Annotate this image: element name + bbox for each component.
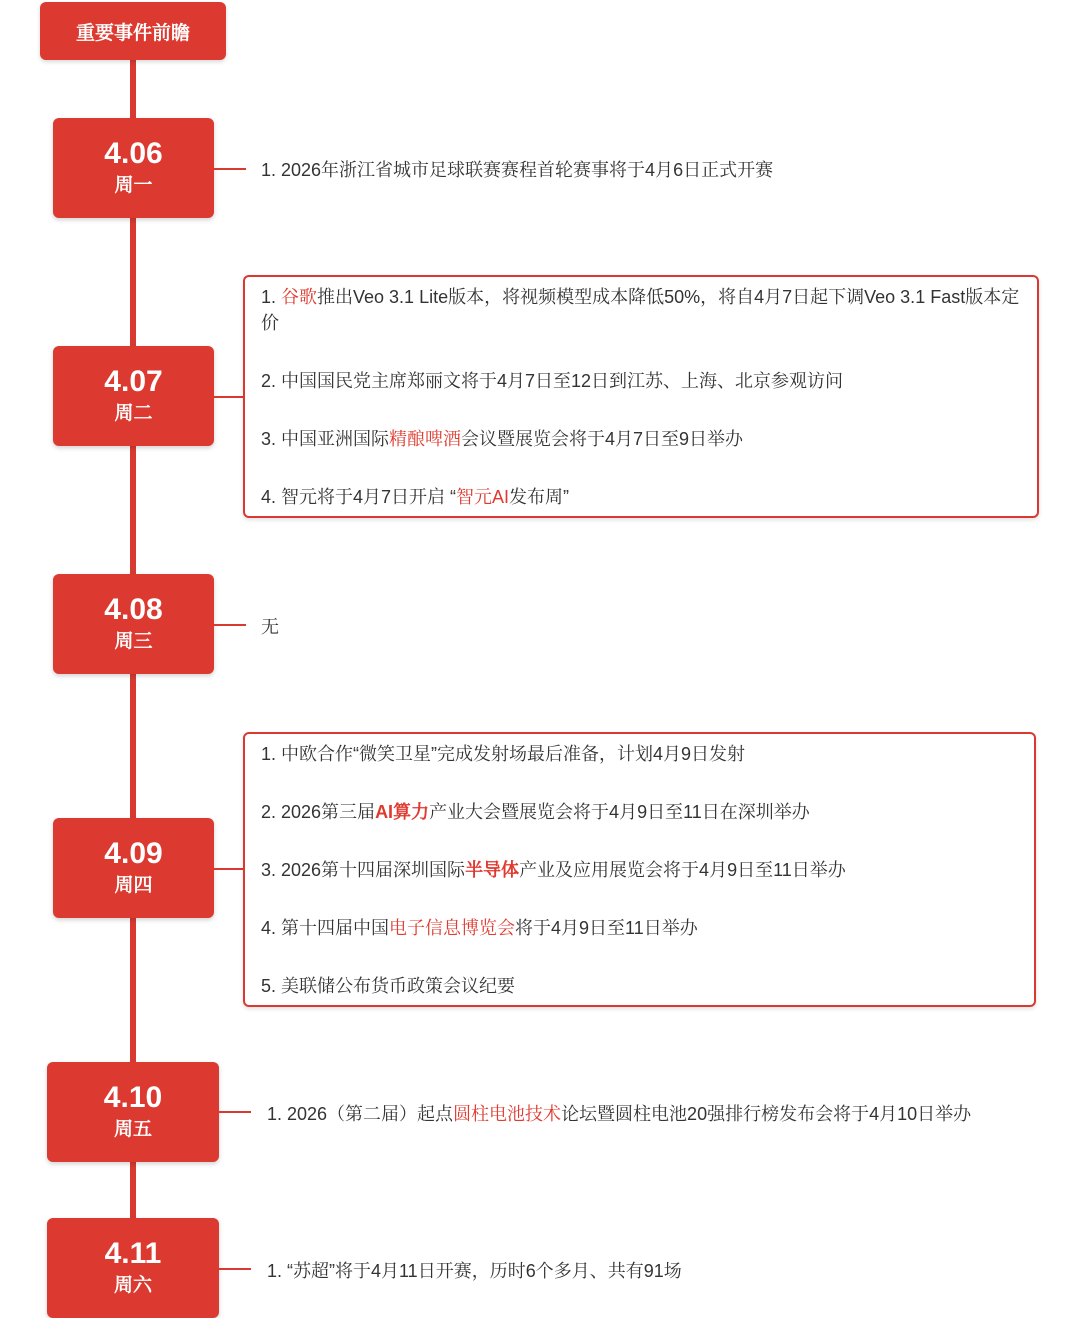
connector-line bbox=[214, 396, 244, 398]
highlight-keyword: 谷歌 bbox=[281, 287, 318, 307]
event-item bbox=[261, 857, 1020, 883]
date-badge-0407 bbox=[53, 346, 214, 446]
event-item bbox=[267, 1101, 1067, 1127]
event-text: 1. “苏超”将于4月11日开赛，历时6个多月、共有91场 bbox=[267, 1261, 682, 1281]
date-badge-0406 bbox=[53, 118, 214, 218]
event-text: 1. bbox=[261, 287, 282, 307]
date-badge-0410 bbox=[47, 1062, 219, 1162]
event-text: 2. 2026第三届 bbox=[261, 802, 376, 822]
weekday-label: 周五 bbox=[113, 1119, 152, 1140]
date-label: 4.09 bbox=[104, 837, 163, 870]
date-label: 4.07 bbox=[104, 365, 163, 398]
event-text: 4. 智元将于4月7日开启 “ bbox=[261, 487, 457, 507]
weekday-label: 周四 bbox=[114, 875, 153, 896]
date-badge-0411 bbox=[47, 1218, 219, 1318]
date-badge-0408 bbox=[53, 574, 214, 674]
event-text: 3. 2026第十四届深圳国际 bbox=[261, 860, 466, 880]
event-text: 推出Veo 3.1 Lite版本，将视频模型成本降低50%，将自4月7日起下调Veo 3.1 Fast版本定价 bbox=[261, 287, 1020, 333]
highlight-keyword: 圆柱电池技术 bbox=[453, 1104, 562, 1124]
highlight-keyword: AI算力 bbox=[375, 802, 430, 822]
event-item bbox=[267, 1258, 1067, 1284]
date-badge-0409 bbox=[53, 818, 214, 918]
connector-line bbox=[214, 624, 246, 626]
event-item bbox=[261, 157, 1061, 183]
event-text: 会议暨展览会将于4月7日至9日举办 bbox=[461, 429, 744, 449]
weekday-label: 周六 bbox=[113, 1275, 152, 1296]
event-item bbox=[261, 614, 461, 640]
event-text: 产业及应用展览会将于4月9日至11日举办 bbox=[519, 860, 846, 880]
event-box-0407 bbox=[243, 275, 1039, 518]
weekday-label: 周一 bbox=[114, 175, 153, 196]
event-text: 5. 美联储公布货币政策会议纪要 bbox=[261, 976, 516, 996]
event-text: 论坛暨圆柱电池20强排行榜发布会将于4月10日举办 bbox=[561, 1104, 972, 1124]
event-item bbox=[261, 973, 1020, 999]
event-item bbox=[261, 799, 1020, 825]
event-item bbox=[261, 426, 1023, 452]
weekday-label: 周二 bbox=[114, 403, 153, 424]
event-text: 发布周” bbox=[509, 487, 570, 507]
event-item bbox=[261, 368, 1023, 394]
event-text: 1. 2026（第二届）起点 bbox=[267, 1104, 454, 1124]
event-item bbox=[261, 284, 1023, 336]
highlight-keyword: 半导体 bbox=[465, 860, 520, 880]
event-text: 1. 中欧合作“微笑卫星”完成发射场最后准备，计划4月9日发射 bbox=[261, 744, 746, 764]
event-text: 4. 第十四届中国 bbox=[261, 918, 390, 938]
date-label: 4.10 bbox=[103, 1081, 163, 1114]
connector-line bbox=[219, 1268, 251, 1270]
event-text: 产业大会暨展览会将于4月9日至11日在深圳举办 bbox=[429, 802, 810, 822]
date-label: 4.06 bbox=[104, 137, 163, 170]
weekday-label: 周三 bbox=[114, 631, 153, 652]
event-text: 无 bbox=[261, 617, 279, 637]
date-label: 4.11 bbox=[104, 1237, 162, 1270]
event-text: 将于4月9日至11日举办 bbox=[515, 918, 698, 938]
connector-line bbox=[219, 1111, 251, 1113]
highlight-keyword: 精酿啤酒 bbox=[389, 429, 462, 449]
event-item bbox=[261, 915, 1020, 941]
event-text: 1. 2026年浙江省城市足球联赛赛程首轮赛事将于4月6日正式开赛 bbox=[261, 160, 774, 180]
event-box-0409 bbox=[243, 732, 1036, 1007]
connector-line bbox=[214, 168, 246, 170]
event-item bbox=[261, 741, 1020, 767]
connector-line bbox=[214, 868, 244, 870]
highlight-keyword: 电子信息博览会 bbox=[389, 918, 516, 938]
date-label: 4.08 bbox=[104, 593, 163, 626]
event-text: 2. 中国国民党主席郑丽文将于4月7日至12日到江苏、上海、北京参观访问 bbox=[261, 371, 844, 391]
highlight-keyword: 智元AI bbox=[456, 487, 510, 507]
event-text: 3. 中国亚洲国际 bbox=[261, 429, 390, 449]
section-title: 重要事件前瞻 bbox=[40, 2, 226, 60]
event-item bbox=[261, 484, 1023, 510]
